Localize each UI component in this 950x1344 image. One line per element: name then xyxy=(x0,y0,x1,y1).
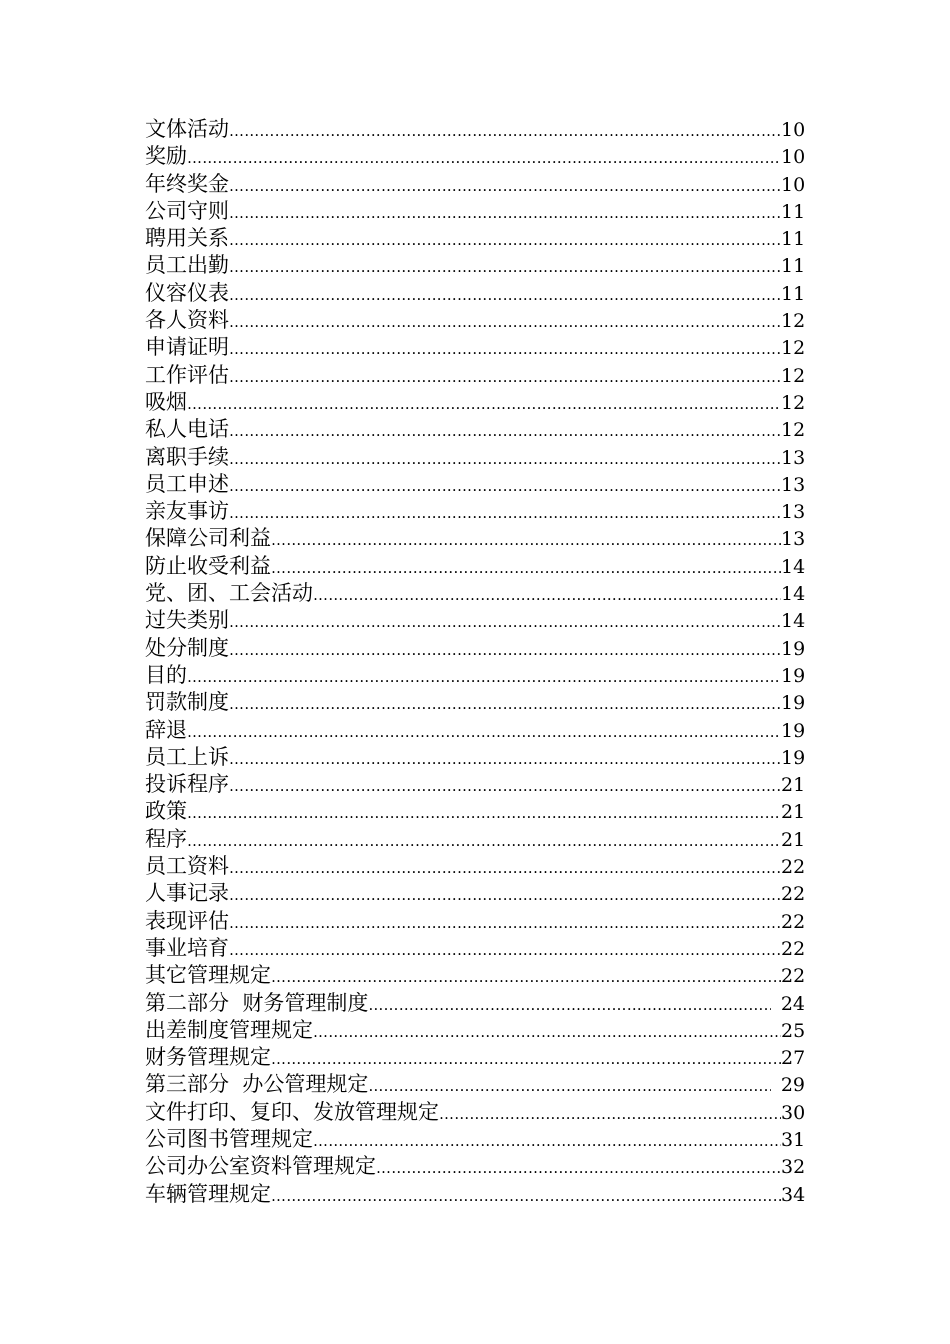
toc-entry-page: 22 xyxy=(781,937,805,960)
toc-entry-title: 文件打印、复印、发放管理规定 xyxy=(145,1099,439,1124)
toc-entry-title: 辞退 xyxy=(145,717,187,742)
dot-leader xyxy=(439,1101,781,1126)
toc-entry-page: 24 xyxy=(780,992,805,1015)
toc-entry xyxy=(145,826,805,853)
toc-entry-page: 21 xyxy=(781,801,805,824)
dot-leader xyxy=(229,473,781,498)
dot-leader xyxy=(229,118,781,143)
toc-entry-page: 31 xyxy=(781,1128,805,1151)
toc-entry xyxy=(145,717,805,744)
dot-leader xyxy=(229,609,781,634)
toc-entry-page: 22 xyxy=(781,883,805,906)
toc-entry-title: 私人电话 xyxy=(145,417,229,442)
toc-entry-title: 仪容仪表 xyxy=(145,280,229,305)
toc-entry-title: 员工资料 xyxy=(145,854,229,879)
toc-entry-title: 罚款制度 xyxy=(145,690,229,715)
dot-leader xyxy=(229,637,781,662)
toc-entry xyxy=(145,1181,805,1208)
toc-entry-page: 10 xyxy=(781,119,805,141)
toc-entry-title: 财务管理规定 xyxy=(145,1045,271,1070)
dot-leader xyxy=(376,1155,781,1180)
toc-entry-page: 12 xyxy=(781,391,805,414)
dot-leader xyxy=(368,1073,771,1098)
dot-leader xyxy=(229,254,781,279)
dot-leader xyxy=(187,800,781,825)
toc-entry-title: 政策 xyxy=(145,799,187,824)
toc-entry-page: 14 xyxy=(781,555,805,578)
toc-entry-title: 程序 xyxy=(145,826,187,851)
toc-entry-page: 25 xyxy=(781,1019,805,1042)
dot-leader xyxy=(229,227,781,252)
dot-leader xyxy=(229,937,781,962)
toc-entry xyxy=(145,1044,805,1071)
toc-entry-page: 19 xyxy=(781,637,805,660)
toc-entry-title: 吸烟 xyxy=(145,389,187,414)
toc-entry-title: 保障公司利益 xyxy=(145,526,271,551)
toc-entry xyxy=(145,1017,805,1044)
toc-entry xyxy=(145,362,805,389)
toc-entry xyxy=(145,1126,805,1153)
toc-entry xyxy=(145,798,805,825)
toc-entry-page: 19 xyxy=(781,746,805,769)
toc-entry-title: 申请证明 xyxy=(145,335,229,360)
toc-entry-title: 奖励 xyxy=(145,144,187,169)
toc-entry-page: 13 xyxy=(781,501,805,524)
toc-entry xyxy=(145,225,805,252)
toc-entry-page: 14 xyxy=(781,610,805,633)
toc-entry xyxy=(145,744,805,771)
dot-leader xyxy=(313,1019,781,1044)
toc-entry-title: 文体活动 xyxy=(145,117,229,141)
toc-entry-title: 公司守则 xyxy=(145,198,229,223)
toc-entry-page: 19 xyxy=(781,719,805,742)
toc-entry-page: 11 xyxy=(781,200,805,223)
toc-entry-title: 员工出勤 xyxy=(145,253,229,278)
toc-entry xyxy=(145,143,805,170)
toc-entry xyxy=(145,880,805,907)
dot-leader xyxy=(187,145,781,170)
toc-entry-page: 21 xyxy=(781,774,805,797)
toc-entry-title: 处分制度 xyxy=(145,635,229,660)
toc-entry xyxy=(145,280,805,307)
toc-entry-page: 14 xyxy=(781,583,805,606)
dot-leader xyxy=(229,691,781,716)
toc-entry xyxy=(145,252,805,279)
toc-entry-title: 各人资料 xyxy=(145,308,229,333)
dot-leader xyxy=(271,964,781,989)
dot-leader xyxy=(229,173,781,198)
dot-leader xyxy=(229,364,781,389)
toc-entry xyxy=(145,307,805,334)
dot-leader xyxy=(229,418,781,443)
dot-leader xyxy=(229,500,781,525)
toc-entry-page: 11 xyxy=(781,255,805,278)
toc-entry-page: 10 xyxy=(781,146,805,169)
toc-entry-page: 21 xyxy=(781,828,805,851)
dot-leader xyxy=(229,309,781,334)
dot-leader xyxy=(271,527,781,552)
toc-entry-page: 19 xyxy=(781,664,805,687)
toc-entry-page: 13 xyxy=(781,446,805,469)
toc-entry-title: 目的 xyxy=(145,662,187,687)
toc-entry-page: 13 xyxy=(781,528,805,551)
toc-entry-page: 12 xyxy=(781,337,805,360)
toc-entry xyxy=(145,198,805,225)
toc-entry-page: 19 xyxy=(781,692,805,715)
toc-entry-page: 12 xyxy=(781,310,805,333)
dot-leader xyxy=(187,664,781,689)
toc-entry-page: 29 xyxy=(780,1074,805,1097)
toc-entry xyxy=(145,635,805,662)
toc-entry xyxy=(145,662,805,689)
toc-entry xyxy=(145,962,805,989)
toc-entry-title: 公司图书管理规定 xyxy=(145,1126,313,1151)
toc-entry-page: 12 xyxy=(781,419,805,442)
toc-entry xyxy=(145,389,805,416)
toc-entry-page: 13 xyxy=(781,473,805,496)
toc-entry-page: 22 xyxy=(781,910,805,933)
toc-entry-page: 12 xyxy=(781,364,805,387)
toc-entry-part xyxy=(145,1071,805,1098)
toc-entry-page: 32 xyxy=(781,1156,805,1179)
toc-entry-title: 公司办公室资料管理规定 xyxy=(145,1154,376,1179)
toc-entry xyxy=(145,1153,805,1180)
dot-leader xyxy=(271,1183,781,1208)
toc-entry-part xyxy=(145,990,805,1017)
toc-entry-title: 防止收受利益 xyxy=(145,553,271,578)
toc-entry xyxy=(145,498,805,525)
toc-entry xyxy=(145,689,805,716)
toc-entry xyxy=(145,771,805,798)
dot-leader xyxy=(229,773,781,798)
dot-leader xyxy=(271,555,781,580)
toc-entry-title: 员工申述 xyxy=(145,471,229,496)
dot-leader xyxy=(229,446,781,471)
dot-leader xyxy=(229,746,781,771)
toc-entry-page: 22 xyxy=(781,856,805,879)
dot-leader xyxy=(187,719,781,744)
dot-leader xyxy=(187,828,781,853)
toc-entry-page: 27 xyxy=(781,1047,805,1070)
toc-entry-title: 表现评估 xyxy=(145,908,229,933)
toc-entry xyxy=(145,444,805,471)
toc-entry xyxy=(145,334,805,361)
toc-entry-title: 出差制度管理规定 xyxy=(145,1017,313,1042)
dot-leader xyxy=(229,336,781,361)
table-of-contents xyxy=(145,116,805,1208)
toc-entry-title: 第三部分 办公管理规定 xyxy=(145,1072,369,1097)
toc-entry-page: 22 xyxy=(781,965,805,988)
dot-leader xyxy=(368,992,771,1017)
toc-entry-page: 30 xyxy=(781,1101,805,1124)
toc-entry xyxy=(145,116,805,143)
toc-entry-title: 过失类别 xyxy=(145,608,229,633)
toc-entry xyxy=(145,908,805,935)
dot-leader xyxy=(313,582,781,607)
toc-entry xyxy=(145,171,805,198)
dot-leader xyxy=(313,1128,781,1153)
toc-entry-title: 人事记录 xyxy=(145,881,229,906)
toc-entry-title: 党、团、工会活动 xyxy=(145,581,313,606)
toc-entry xyxy=(145,525,805,552)
dot-leader xyxy=(229,200,781,225)
toc-entry-title: 其它管理规定 xyxy=(145,963,271,988)
dot-leader xyxy=(271,1046,781,1071)
dot-leader xyxy=(229,855,781,880)
toc-entry-title: 亲友事访 xyxy=(145,499,229,524)
toc-entry xyxy=(145,853,805,880)
dot-leader xyxy=(229,282,781,307)
toc-entry-title: 聘用关系 xyxy=(145,226,229,251)
toc-entry-title: 投诉程序 xyxy=(145,772,229,797)
toc-entry-title: 第二部分 财务管理制度 xyxy=(145,990,369,1015)
toc-entry-page: 10 xyxy=(781,173,805,196)
toc-entry-title: 事业培育 xyxy=(145,935,229,960)
toc-entry-page: 34 xyxy=(781,1183,805,1206)
toc-entry-title: 车辆管理规定 xyxy=(145,1181,271,1206)
dot-leader xyxy=(229,882,781,907)
toc-entry xyxy=(145,580,805,607)
toc-entry xyxy=(145,935,805,962)
toc-entry-title: 年终奖金 xyxy=(145,171,229,196)
toc-entry-title: 离职手续 xyxy=(145,444,229,469)
toc-entry-title: 员工上诉 xyxy=(145,744,229,769)
toc-entry-page: 11 xyxy=(781,228,805,251)
toc-entry xyxy=(145,416,805,443)
toc-entry xyxy=(145,1099,805,1126)
toc-entry xyxy=(145,471,805,498)
dot-leader xyxy=(229,910,781,935)
dot-leader xyxy=(187,391,781,416)
toc-entry-page: 11 xyxy=(781,282,805,305)
toc-entry xyxy=(145,553,805,580)
toc-entry xyxy=(145,607,805,634)
toc-entry-title: 工作评估 xyxy=(145,362,229,387)
